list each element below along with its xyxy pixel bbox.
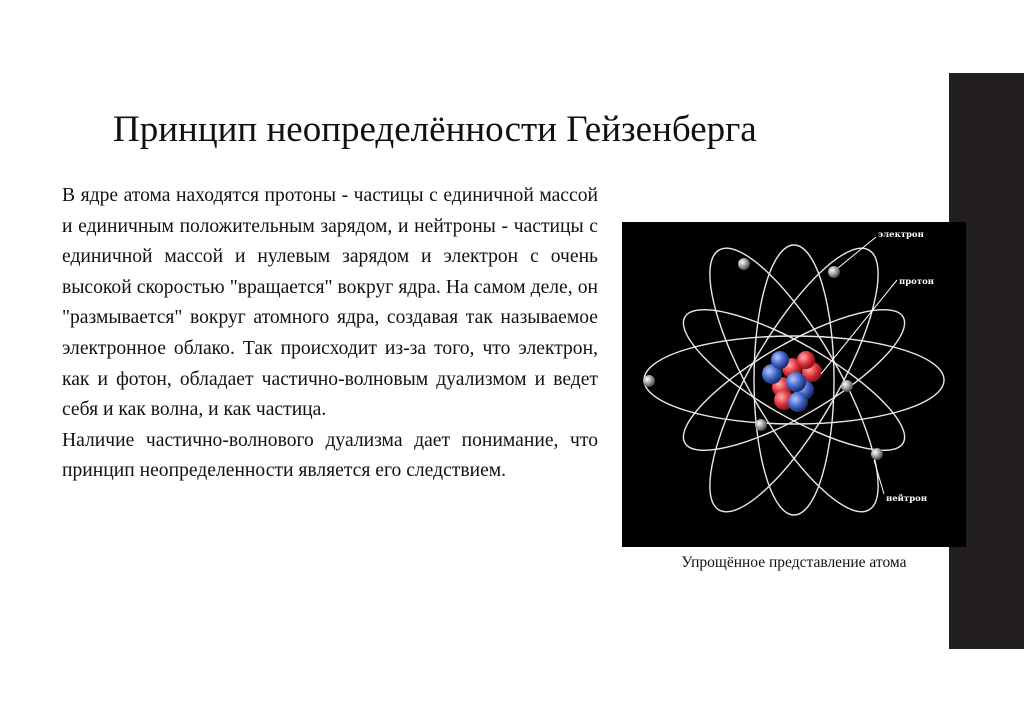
electrons — [643, 258, 883, 460]
neutron — [788, 392, 808, 412]
neutron — [786, 372, 806, 392]
proton — [797, 351, 815, 369]
paragraph-dualism: Наличие частично-волнового дуализма дает понимание, что принцип неопределенности является его следствием. — [62, 429, 598, 482]
slide-title: Принцип неопределённости Гейзенберга — [113, 109, 757, 150]
atom-diagram — [622, 222, 966, 547]
nucleus — [762, 351, 822, 412]
atom-illustration — [622, 222, 966, 547]
neutron — [771, 351, 789, 369]
figure-caption: Упрощённое представление атома — [681, 554, 907, 571]
paragraph-nucleus: В ядре атома находятся протоны - частицы с единичной массой и единичным положительным зарядом, и нейтроны - частицы с единичной массой и нулевым зарядом и электрон с очень высокой скоростью "вращается" вокруг ядра. На самом деле, он "размывается" вокруг атомного ядра, создавая так называемое электронное облако. Так происходит из-за того, что электрон, как и фотон, обладает частично-волновым дуализмом и ведет себя и как волна, и как частица. — [62, 185, 598, 421]
body-text — [62, 181, 598, 487]
electron — [841, 380, 853, 392]
label-electron: электрон — [878, 230, 924, 240]
electron — [738, 258, 750, 270]
label-neutron: нейтрон — [886, 494, 928, 504]
label-proton: протон — [899, 277, 934, 287]
electron — [755, 419, 767, 431]
electron — [871, 448, 883, 460]
electron — [643, 375, 655, 387]
